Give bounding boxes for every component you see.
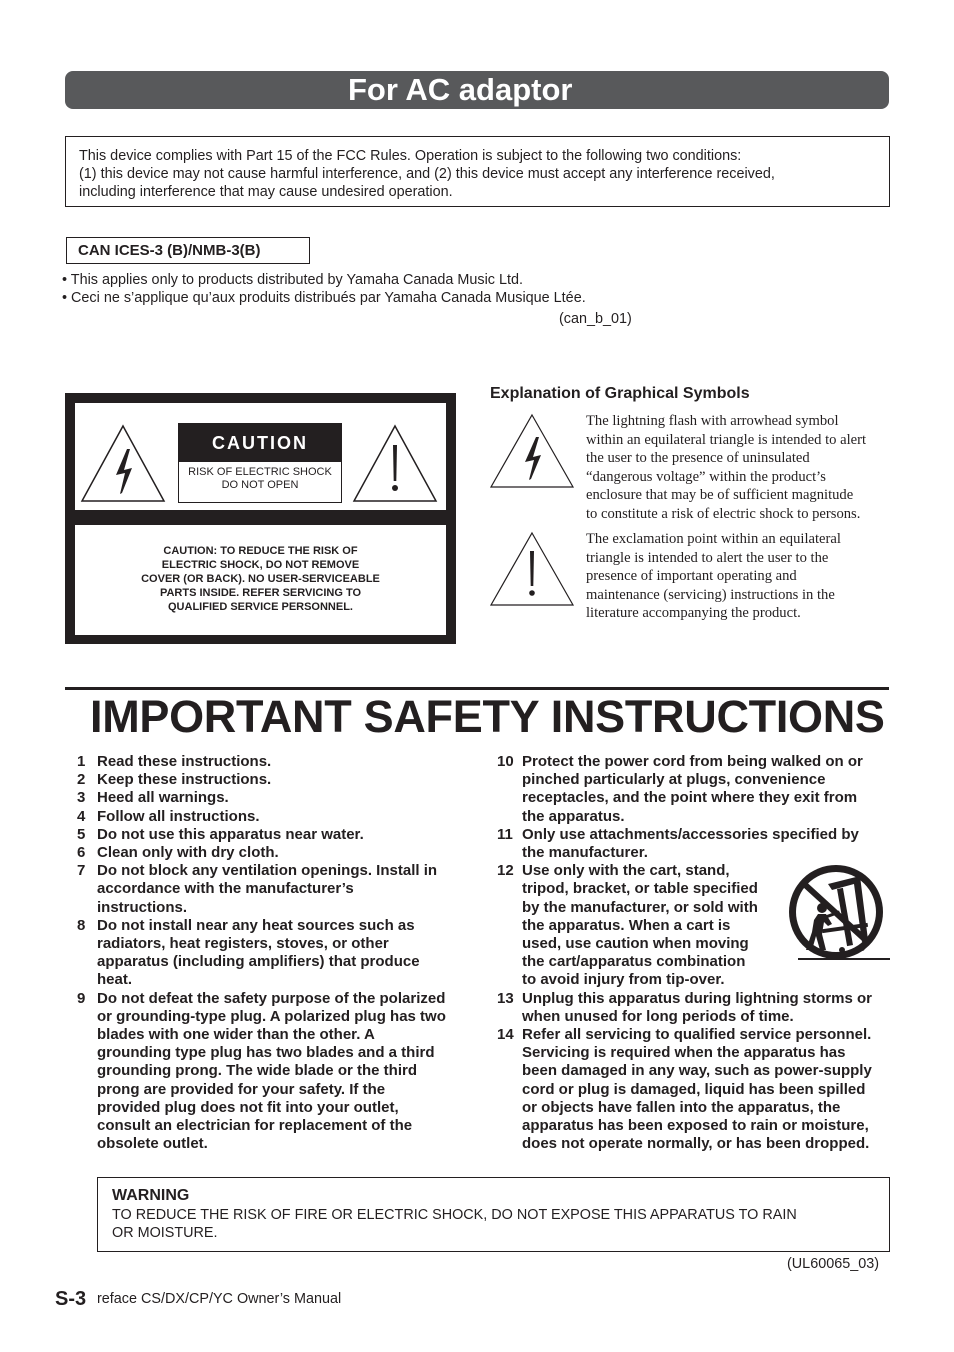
instruction-number: 1: [77, 753, 86, 770]
instruction-text: [522, 1026, 892, 1153]
section-title: For AC adaptor: [348, 72, 573, 107]
lightning-explanation: [586, 412, 891, 523]
instruction-line: or grounding-type plug. A polarized plug has two: [97, 1007, 446, 1025]
instruction-text: [97, 990, 467, 1154]
instruction-line: radiators, heat registers, stoves, or other: [97, 935, 389, 953]
instruction-line: Heed all warnings.: [97, 789, 229, 807]
ices-bullet: • Ceci ne s’applique qu’aux produits distribués par Yamaha Canada Musique Ltée.: [62, 290, 586, 306]
lightning-triangle-icon: [489, 413, 575, 489]
instruction-line: Do not use this apparatus near water.: [97, 825, 364, 843]
fcc-line: (1) this device may not cause harmful interference, and (2) this device must accept any interference received,: [79, 166, 775, 182]
instruction-number: 14: [497, 1026, 514, 1044]
instruction-text: [97, 808, 467, 826]
caution-sub-line: RISK OF ELECTRIC SHOCK: [188, 466, 332, 478]
exclamation-triangle-icon: [489, 531, 575, 607]
page-number: S-3: [55, 1288, 87, 1310]
instruction-line: tripod, bracket, or table specified: [522, 880, 758, 898]
instruction-number: 6: [77, 844, 86, 862]
instruction-line: the cart/apparatus combination: [522, 953, 746, 971]
caution-warning-text: [75, 525, 446, 635]
exclamation-explanation: [586, 530, 891, 623]
instruction-number: 7: [77, 862, 86, 880]
caution-label: [178, 423, 342, 503]
explanation-line: maintenance (servicing) instructions in the: [586, 586, 835, 603]
caution-panel: [65, 393, 456, 644]
instruction-line: used, use caution when moving: [522, 935, 749, 953]
explanation-line: within an equilateral triangle is intended to alert: [586, 431, 867, 448]
instruction-line: the manufacturer.: [522, 844, 648, 862]
instruction-line: receptacles, and the point where they exit from: [522, 789, 858, 807]
instruction-text: [522, 753, 892, 826]
instruction-line: Do not install near any heat sources such as: [97, 916, 415, 934]
explanation-line: “dangerous voltage” within the product’s: [586, 468, 826, 485]
instruction-item: [77, 808, 467, 826]
warning-line: OR MOISTURE.: [112, 1225, 218, 1241]
warning-line: TO REDUCE THE RISK OF FIRE OR ELECTRIC SHOCK, DO NOT EXPOSE THIS APPARATUS TO RAIN: [112, 1207, 797, 1223]
instruction-line: the apparatus.: [522, 807, 625, 825]
instruction-line: Refer all servicing to qualified service personnel.: [522, 1026, 872, 1044]
instruction-item: [497, 990, 892, 1026]
instruction-line: grounding prong. The wide blade or the third: [97, 1062, 417, 1080]
instructions-left-column: [77, 753, 467, 1153]
instruction-number: 8: [77, 916, 86, 934]
caution-sub-line: DO NOT OPEN: [221, 479, 299, 491]
instruction-line: to avoid injury from tip-over.: [522, 971, 725, 989]
explanation-line: to constitute a risk of electric shock to persons.: [586, 505, 861, 522]
caution-label-area: [75, 403, 446, 510]
instruction-line: does not operate normally, or has been dropped.: [522, 1135, 870, 1153]
instruction-text: [97, 771, 467, 789]
instruction-line: Do not block any ventilation openings. Install in: [97, 862, 438, 880]
instruction-text: [97, 862, 467, 917]
instruction-text: [97, 789, 467, 807]
instruction-number: 12: [497, 862, 514, 880]
instruction-line: Unplug this apparatus during lightning storms or: [522, 989, 872, 1007]
instruction-text: [522, 826, 892, 862]
section-banner: [65, 71, 889, 109]
instruction-number: 11: [497, 825, 513, 843]
instruction-line: pinched particularly at plugs, convenience: [522, 771, 826, 789]
instruction-text: [97, 917, 467, 990]
warning-title: WARNING: [112, 1187, 190, 1204]
explanation-line: The exclamation point within an equilateral: [586, 531, 841, 547]
instruction-line: Only use attachments/accessories specified by: [522, 825, 859, 843]
caution-subtitle: [179, 466, 341, 492]
fcc-line: This device complies with Part 15 of the FCC Rules. Operation is subject to the following two conditions:: [79, 148, 742, 164]
instruction-item: [497, 753, 892, 826]
caution-warning-line: CAUTION: TO REDUCE THE RISK OF: [163, 545, 358, 557]
instruction-number: 4: [77, 807, 86, 825]
explanation-line: presence of important operating and: [586, 568, 797, 584]
instruction-text: [97, 826, 467, 844]
instruction-text: [97, 844, 467, 862]
explanation-line: the user to the presence of uninsulated: [586, 450, 810, 466]
instruction-item: [497, 1026, 892, 1153]
instruction-number: 5: [77, 825, 86, 843]
warning-box: [97, 1177, 890, 1252]
instruction-line: instructions.: [97, 898, 188, 916]
instruction-line: been damaged in any way, such as power-supply: [522, 1062, 872, 1080]
instruction-line: apparatus has been exposed to rain or moisture,: [522, 1117, 869, 1135]
instruction-line: or objects have fallen into the apparatus, the: [522, 1098, 841, 1116]
instruction-line: apparatus (including amplifiers) that produce: [97, 953, 420, 971]
fcc-line: including interference that may cause undesired operation.: [79, 184, 453, 200]
instruction-line: consult an electrician for replacement of the: [97, 1117, 413, 1135]
instruction-line: blades with one wider than the other. A: [97, 1026, 375, 1044]
instruction-number: 13: [497, 989, 514, 1007]
ices-label: CAN ICES-3 (B)/NMB-3(B): [66, 237, 310, 264]
instruction-line: by the manufacturer, or sold with: [522, 898, 758, 916]
safety-title: IMPORTANT SAFETY INSTRUCTIONS: [90, 691, 885, 742]
instruction-item: [77, 826, 467, 844]
instruction-item: [77, 771, 467, 789]
instruction-line: provided plug does not fit into your outlet,: [97, 1098, 399, 1116]
explanation-line: The lightning flash with arrowhead symbol: [586, 413, 839, 429]
instruction-item: [497, 826, 892, 862]
instruction-item: [77, 753, 467, 771]
instruction-number: 9: [77, 989, 86, 1007]
instruction-line: Read these instructions.: [97, 753, 272, 770]
instruction-line: accordance with the manufacturer’s: [97, 880, 354, 898]
instruction-line: Protect the power cord from being walked on or: [522, 753, 863, 770]
instruction-line: Keep these instructions.: [97, 771, 272, 789]
instruction-text: [522, 990, 892, 1026]
explanation-line: literature accompanying the product.: [586, 605, 801, 621]
lightning-triangle-icon: [80, 423, 166, 503]
instruction-line: obsolete outlet.: [97, 1135, 208, 1153]
explanation-line: enclosure that may be of sufficient magnitude: [586, 487, 854, 503]
fcc-notice: [65, 136, 890, 207]
caution-warning-line: ELECTRIC SHOCK, DO NOT REMOVE: [161, 559, 360, 571]
instruction-text: [97, 753, 467, 771]
instruction-item: [77, 844, 467, 862]
instruction-line: Use only with the cart, stand,: [522, 862, 730, 880]
instruction-line: Servicing is required when the apparatus has: [522, 1044, 846, 1062]
exclamation-triangle-icon: [352, 423, 438, 503]
symbols-title: Explanation of Graphical Symbols: [490, 385, 750, 402]
ices-bullet: • This applies only to products distributed by Yamaha Canada Music Ltd.: [62, 272, 523, 288]
instruction-line: heat.: [97, 971, 133, 989]
instruction-item: [77, 862, 467, 917]
caution-warning-line: QUALIFIED SERVICE PERSONNEL.: [168, 601, 353, 613]
instruction-item: [77, 789, 467, 807]
instruction-line: cord or plug is damaged, liquid has been spilled: [522, 1080, 866, 1098]
explanation-line: triangle is intended to alert the user to the: [586, 549, 829, 566]
caution-warning-line: COVER (OR BACK). NO USER-SERVICEABLE: [141, 573, 380, 585]
ices-bullets: [62, 271, 586, 307]
instruction-number: 2: [77, 771, 86, 789]
cart-warning-icon: [782, 858, 890, 966]
caution-warning-line: PARTS INSIDE. REFER SERVICING TO: [159, 587, 362, 599]
instruction-number: 10: [497, 753, 514, 770]
instruction-line: Do not defeat the safety purpose of the polarized: [97, 989, 446, 1007]
instruction-line: prong are provided for your safety. If the: [97, 1080, 386, 1098]
instruction-number: 3: [77, 789, 86, 807]
instruction-line: Follow all instructions.: [97, 807, 260, 825]
instruction-line: grounding type plug has two blades and a third: [97, 1044, 435, 1062]
manual-title: reface CS/DX/CP/YC Owner’s Manual: [97, 1291, 342, 1307]
instruction-line: when unused for long periods of time.: [522, 1007, 794, 1025]
ul-code: (UL60065_03): [787, 1256, 880, 1272]
ices-code: (can_b_01): [559, 311, 632, 327]
caution-title: CAUTION: [179, 424, 341, 462]
instruction-item: [77, 917, 467, 990]
instruction-item: [77, 990, 467, 1154]
instruction-line: Clean only with dry cloth.: [97, 844, 279, 862]
instruction-line: the apparatus. When a cart is: [522, 916, 731, 934]
